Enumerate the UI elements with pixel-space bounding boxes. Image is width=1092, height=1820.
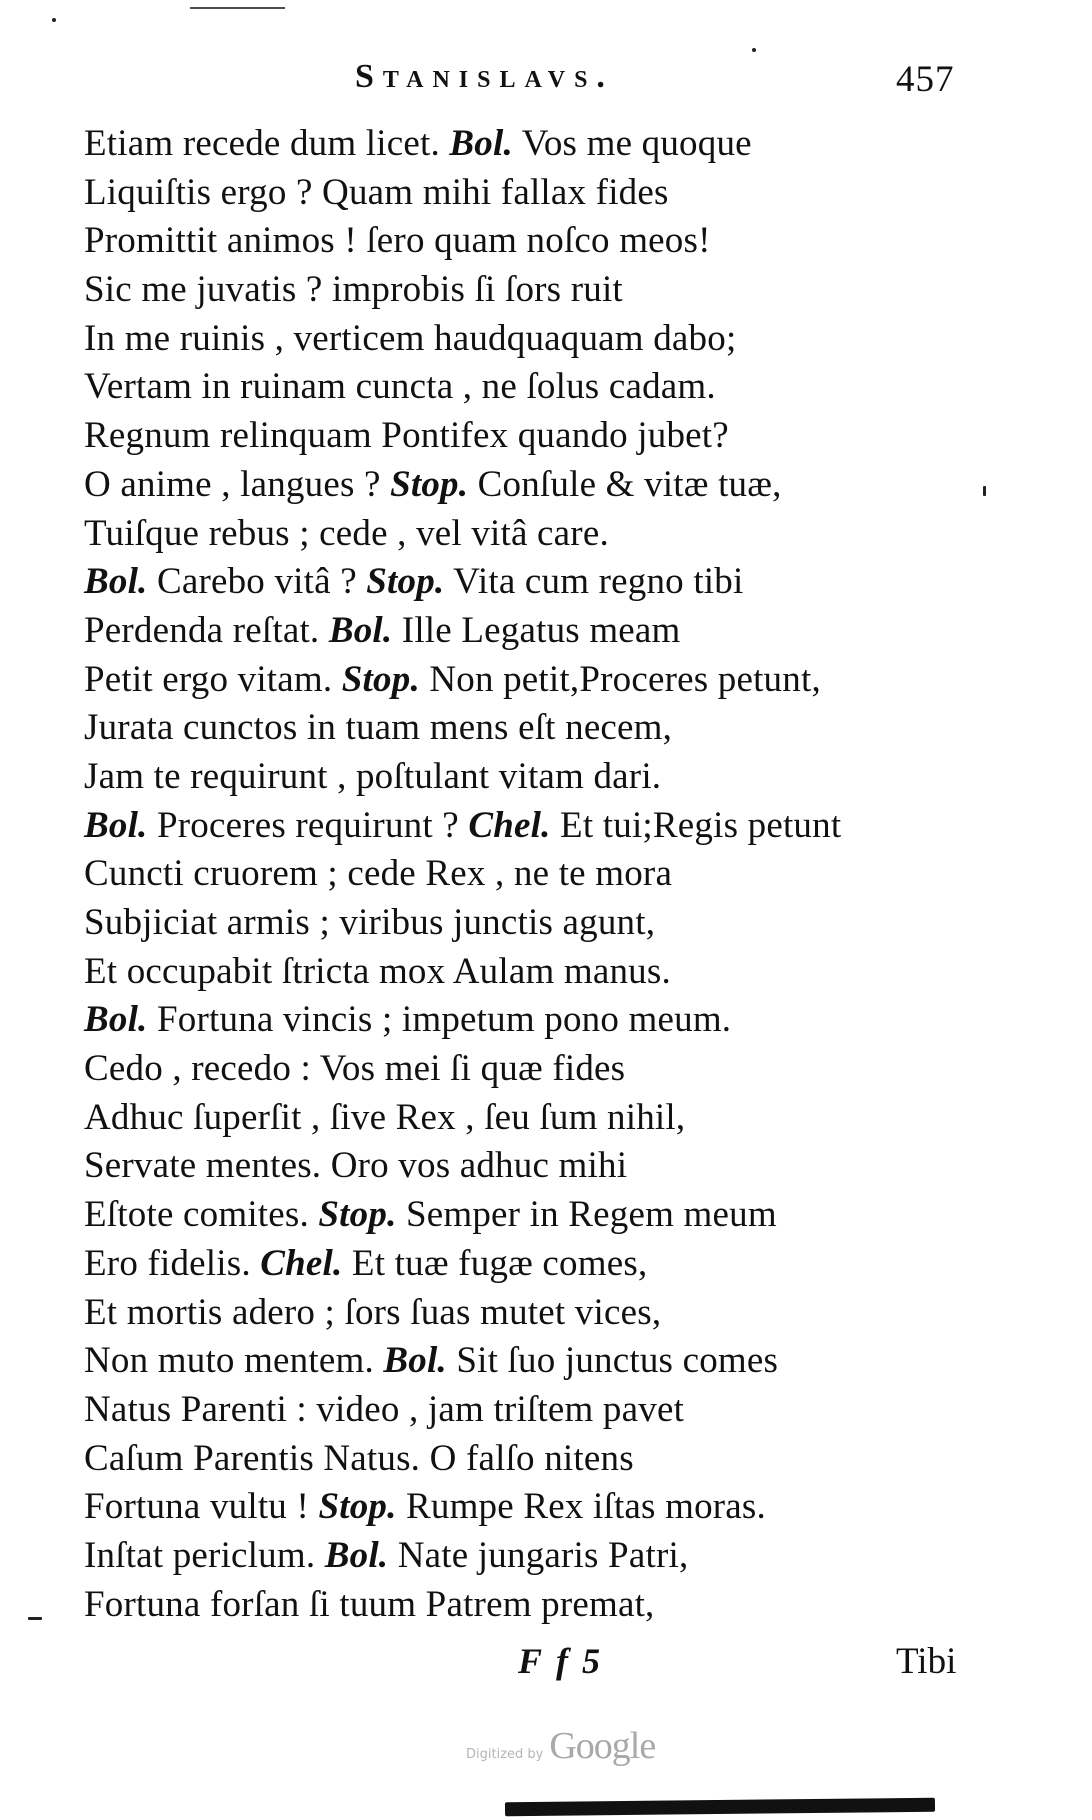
- verse-line: [84, 1191, 984, 1240]
- speaker-name: Bol.: [84, 999, 148, 1041]
- verse-line: [84, 656, 984, 705]
- verse-line: [84, 753, 984, 802]
- watermark-prefix: Digitized by: [466, 1747, 544, 1762]
- verse-line: [84, 704, 984, 753]
- verse-line: [84, 996, 984, 1045]
- verse-text: Ille Legatus meam: [392, 609, 681, 651]
- verse-text: Et occupabit ſtricta mox Aulam manus.: [84, 950, 671, 992]
- speaker-name: Chel.: [468, 804, 551, 846]
- speaker-name: Bol.: [328, 609, 393, 651]
- speaker-name: Chel.: [260, 1242, 343, 1284]
- verse-text: Non muto mentem.: [84, 1340, 384, 1382]
- verse-line: [84, 1289, 984, 1338]
- bottom-edge-bar: [505, 1798, 935, 1817]
- verse-text: Vos me quoque: [512, 123, 752, 164]
- verse-line: [84, 607, 984, 656]
- printer-signature: Ff5: [518, 1641, 614, 1681]
- verse-text: Jam te requirunt , poſtulant vitam dari.: [84, 755, 662, 797]
- speaker-name: Stop.: [341, 658, 420, 700]
- verse-text: Regnum relinquam Pontifex quando jubet?: [84, 415, 729, 457]
- verse-line: [84, 1581, 984, 1630]
- ink-speck: [752, 48, 756, 52]
- verse-line: [84, 1435, 984, 1484]
- speaker-name: Bol.: [449, 123, 513, 164]
- verse-text: Cedo , recedo : Vos mei ſi quæ fides: [84, 1048, 626, 1090]
- verse-text: Fortuna forſan ſi tuum Patrem premat,: [84, 1583, 655, 1625]
- verse-line: [84, 802, 984, 851]
- verse-text: Rumpe Rex iſtas moras.: [396, 1486, 766, 1528]
- verse-line: [84, 217, 984, 266]
- verse-text: Servate mentes. Oro vos adhuc mihi: [84, 1145, 628, 1187]
- verse-text: O anime , langues ?: [84, 463, 391, 505]
- speaker-name: Bol.: [84, 804, 148, 846]
- verse-line: [84, 461, 984, 510]
- speaker-name: Stop.: [366, 561, 445, 603]
- ink-speck: [52, 18, 56, 22]
- speaker-name: Bol.: [324, 1534, 389, 1576]
- verse-text: Liquiſtis ergo ? Quam mihi fallax fides: [84, 171, 669, 213]
- verse-text: Semper in Regem meum: [396, 1194, 777, 1236]
- verse-text: Et tui;Regis petunt: [550, 804, 842, 846]
- speaker-name: Stop.: [318, 1486, 397, 1528]
- verse-text: Carebo vitâ ?: [147, 561, 367, 603]
- speaker-name: Stop.: [390, 463, 469, 505]
- verse-line: [84, 1045, 984, 1094]
- verse-text: In me ruinis , verticem haudquaquam dabo;: [84, 317, 737, 359]
- verse-line: [84, 169, 984, 218]
- verse-text: Ero fidelis.: [84, 1242, 261, 1284]
- verse-text: Petit ergo vitam.: [84, 658, 342, 700]
- verse-text: Et tuæ fugæ comes,: [342, 1242, 648, 1284]
- digitization-watermark: [466, 1724, 655, 1768]
- verse-text: Inſtat periclum.: [84, 1534, 325, 1576]
- speaker-name: Stop.: [318, 1194, 397, 1236]
- verse-text: Nate jungaris Patri,: [388, 1534, 689, 1576]
- verse-text: Vertam in ruinam cuncta , ne ſolus cadam.: [84, 366, 716, 408]
- speaker-name: Bol.: [383, 1340, 447, 1382]
- verse-line: [84, 1142, 984, 1191]
- verse-line: [84, 315, 984, 364]
- verse-text: Natus Parenti : video , jam triſtem pavet: [84, 1388, 685, 1430]
- verse-line: [84, 363, 984, 412]
- verse-text: Etiam recede dum licet.: [84, 123, 450, 164]
- top-edge-mark: [190, 0, 285, 9]
- verse-line: [84, 1240, 984, 1289]
- verse-line: [84, 850, 984, 899]
- verse-text: Sic me juvatis ? improbis ſi ſors ruit: [84, 269, 623, 311]
- verse-text: Vita cum regno tibi: [444, 561, 744, 603]
- ink-speck: [28, 1617, 42, 1620]
- verse-line: [84, 948, 984, 997]
- verse-text: Fortuna vultu !: [84, 1486, 319, 1528]
- verse-text: Conſule & vitæ tuæ,: [468, 463, 782, 505]
- verse-line: [84, 899, 984, 948]
- verse-text: Fortuna vincis ; impetum pono meum.: [147, 999, 732, 1041]
- verse-line: [84, 1094, 984, 1143]
- running-head: Stanislavs.: [355, 58, 614, 95]
- ink-speck: [983, 486, 986, 496]
- verse-text: Promittit animos ! ſero quam noſco meos!: [84, 220, 711, 262]
- verse-text: Sit ſuo junctus comes: [446, 1340, 779, 1382]
- google-logo: Google: [549, 1725, 656, 1767]
- verse-text: Perdenda reſtat.: [84, 609, 329, 651]
- verse-line: [84, 412, 984, 461]
- verse-text: Subjiciat armis ; viribus junctis agunt,: [84, 902, 656, 943]
- verse-line: [84, 558, 984, 607]
- verse-line: [84, 510, 984, 559]
- speaker-name: Bol.: [84, 561, 148, 603]
- verse-text: Proceres requirunt ?: [147, 804, 469, 846]
- verse-text: Non petit,Proceres petunt,: [419, 658, 821, 700]
- verse-text: Eſtote comites.: [84, 1194, 319, 1236]
- verse-text: Caſum Parentis Natus. O falſo nitens: [84, 1437, 634, 1479]
- catchword: Tibi: [896, 1641, 957, 1682]
- page-number: 457: [896, 59, 955, 100]
- verse-line: [84, 1483, 984, 1532]
- verse-text: Tuiſque rebus ; cede , vel vitâ care.: [84, 512, 609, 554]
- verse-line: [84, 1386, 984, 1435]
- verse-line: [84, 266, 984, 315]
- verse-text: Adhuc ſuperſit , ſive Rex , ſeu ſum nihil,: [84, 1096, 686, 1138]
- verse-line: [84, 1532, 984, 1581]
- verse-text: Et mortis adero ; ſors ſuas mutet vices,: [84, 1291, 662, 1333]
- verse-text: Cuncti cruorem ; cede Rex , ne te mora: [84, 853, 673, 895]
- verse-text: Jurata cunctos in tuam mens eſt necem,: [84, 707, 673, 749]
- verse-line: [84, 120, 984, 169]
- verse-line: [84, 1337, 984, 1386]
- verse-block: [84, 120, 984, 1629]
